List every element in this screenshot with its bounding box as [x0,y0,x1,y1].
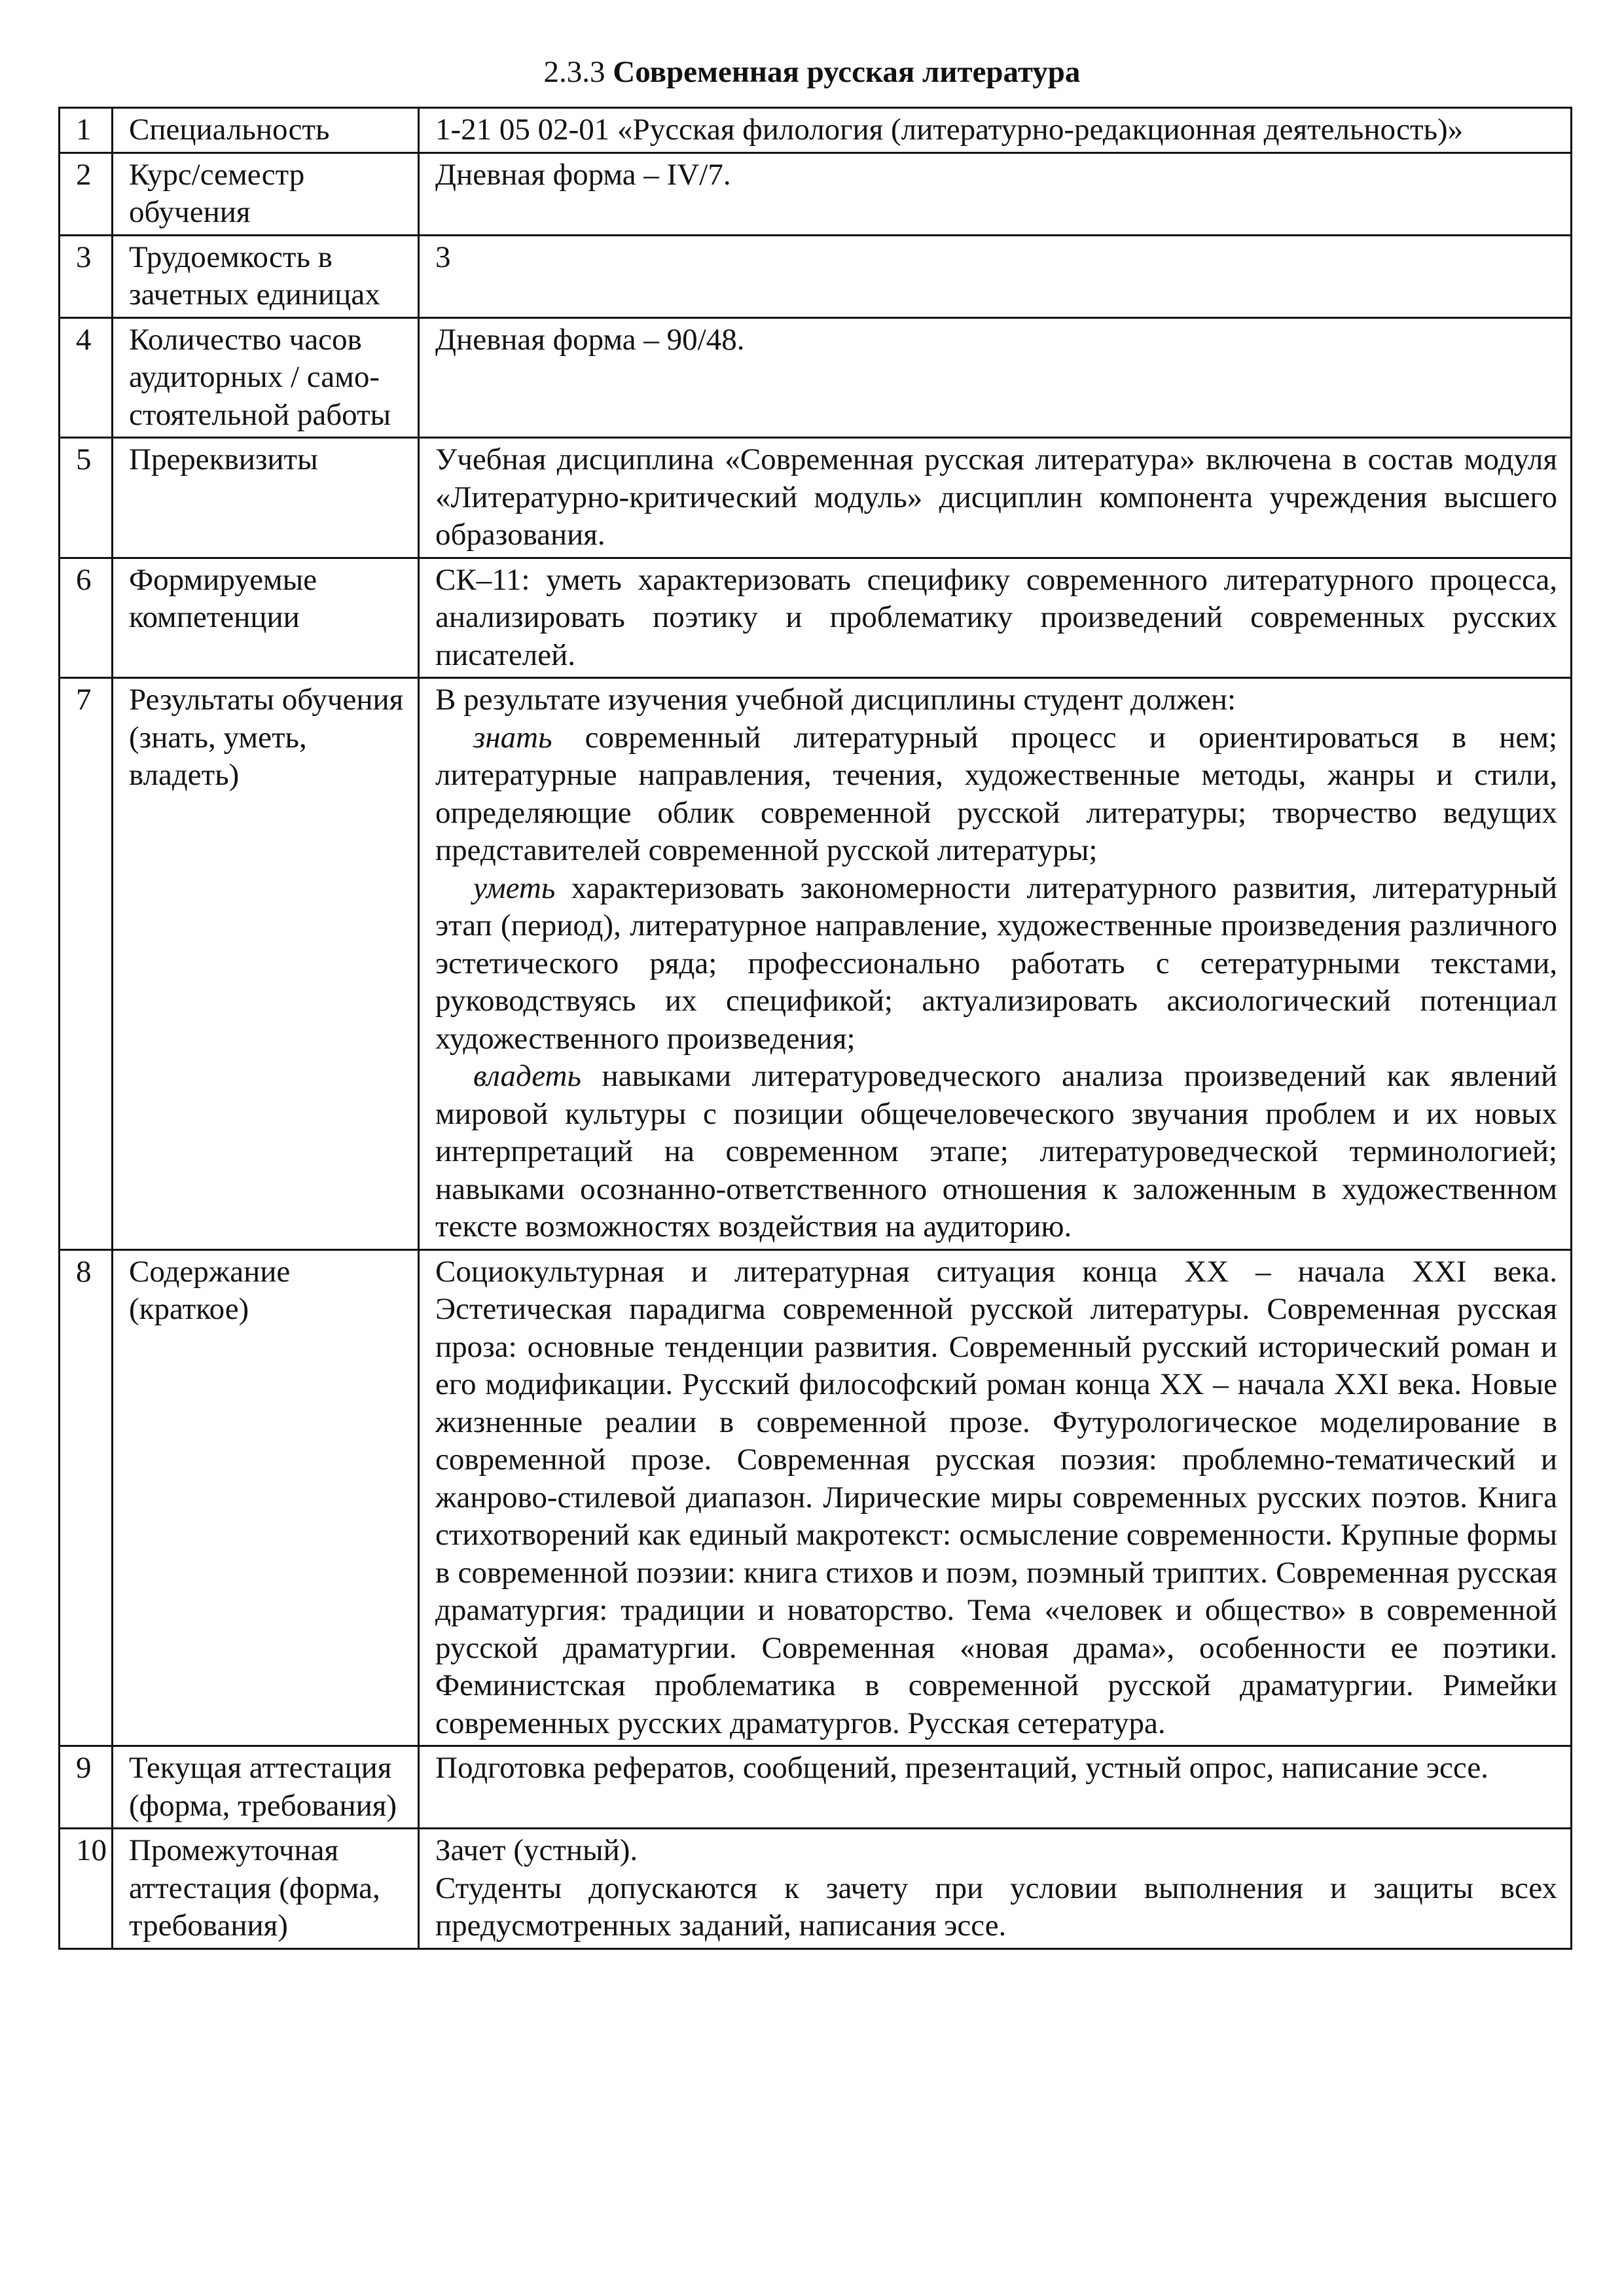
page-title [0,54,1624,90]
row-content: 1-21 05 02-01 «Русская филология (литературно-редакционная деятельность)» [419,108,1572,153]
row-number: 3 [60,235,113,317]
term-can: уметь [473,870,556,905]
table-row [60,1829,1572,1949]
assessment-form: Зачет (устный). [435,1833,638,1867]
row-number: 8 [60,1249,113,1746]
table-row [60,678,1572,1250]
row-number: 4 [60,317,113,438]
row-content: Учебная дисциплина «Современная русская литература» включена в состав модуля «Литературно-критический модуль» дисциплин компонента учреждения высшего образования. [419,438,1572,558]
row-label: Трудоемкость в зачетных единицах [113,235,419,317]
results-own [435,1058,1557,1246]
row-number: 9 [60,1746,113,1829]
table-row [60,1249,1572,1746]
know-text: современный литературный процесс и ориентироваться в нем; литературные направления, течения, художественные методы, жанры и стили, определяющие облик современной русской литературы; творчество ведущих представителей современной русской литературы; [435,720,1558,867]
section-title: Современная русская литература [613,55,1081,89]
row-label: Количество часов аудиторных / само-стоятельной работы [113,317,419,438]
row-content: Подготовка рефератов, сообщений, презентаций, устный опрос, написание эссе. [419,1746,1572,1829]
row-content [419,1829,1572,1949]
table-row [60,152,1572,235]
assessment-requirements: Студенты допускаются к зачету при условии выполнения и защиты всех предусмотренных заданий, написания эссе. [435,1871,1557,1943]
row-number: 7 [60,678,113,1250]
row-content: Дневная форма – IV/7. [419,152,1572,235]
own-text: навыками литературоведческого анализа произведений как явлений мировой культуры с позиции общечеловеческого звучания проблем и их новых интерпретаций на современном этапе; литературоведческой терминологией; навыками осознанно-ответственного отношения к заложенным в художественном тексте возможностях воздействия на аудиторию. [435,1059,1558,1244]
row-number: 6 [60,558,113,678]
row-number: 10 [60,1829,113,1949]
table-row [60,108,1572,153]
table-row [60,558,1572,678]
row-label: Формируемые компетенции [113,558,419,678]
row-label: Текущая аттестация (форма, требования) [113,1746,419,1829]
row-number: 1 [60,108,113,153]
row-label: Промежуточная аттестация (форма, требования) [113,1829,419,1949]
course-info-table [58,107,1572,1950]
results-intro: В результате изучения учебной дисциплины студент должен: [435,683,1236,717]
table-row [60,438,1572,558]
term-own: владеть [473,1059,581,1093]
table-row [60,1746,1572,1829]
table-row [60,235,1572,317]
row-label: Курс/семестр обучения [113,152,419,235]
row-content: 3 [419,235,1572,317]
row-label: Результаты обучения (знать, уметь, владеть) [113,678,419,1250]
table-row [60,317,1572,438]
row-content: Дневная форма – 90/48. [419,317,1572,438]
row-content: Социокультурная и литературная ситуация конца XX – начала XXI века. Эстетическая парадигма современной русской литературы. Современная русская проза: основные тенденции развития. Современный русский исторический роман и его модификации. Русский философский роман конца XX – начала XXI века. Новые жизненные реалии в современной прозе. Футурологическое моделирование в современной прозе. Современная русская поэзия: проблемно-тематический и жанрово-стилевой диапазон. Лирические миры современных русских поэтов. Книга стихотворений как единый макротекст: осмысление современности. Крупные формы в современной поэзии: книга стихов и поэм, поэмный триптих. Современная русская драматургия: традиции и новаторство. Тема «человек и общество» в современной русской драматургии. Современная «новая драма», особенности ее поэтики. Феминистская проблематика в современной русской драматургии. Римейки современных русских драматургов. Русская сетература. [419,1249,1572,1746]
row-number: 5 [60,438,113,558]
row-content: СК–11: уметь характеризовать специфику современного литературного процесса, анализировать поэтику и проблематику произведений современных русских писателей. [419,558,1572,678]
results-know [435,719,1557,870]
row-label: Специальность [113,108,419,153]
row-number: 2 [60,152,113,235]
section-number: 2.3.3 [543,55,605,89]
row-label: Пререквизиты [113,438,419,558]
results-can [435,870,1557,1058]
row-content-results [419,678,1572,1250]
can-text: характеризовать закономерности литературного развития, литературный этап (период), литературное направление, художественные произведения различного эстетического ряда; профессионально работать с сетературными текстами, руководствуясь их спецификой; актуализировать аксиологический потенциал художественного произведения; [435,870,1558,1056]
term-know: знать [473,720,552,755]
row-label: Содержание (краткое) [113,1249,419,1746]
